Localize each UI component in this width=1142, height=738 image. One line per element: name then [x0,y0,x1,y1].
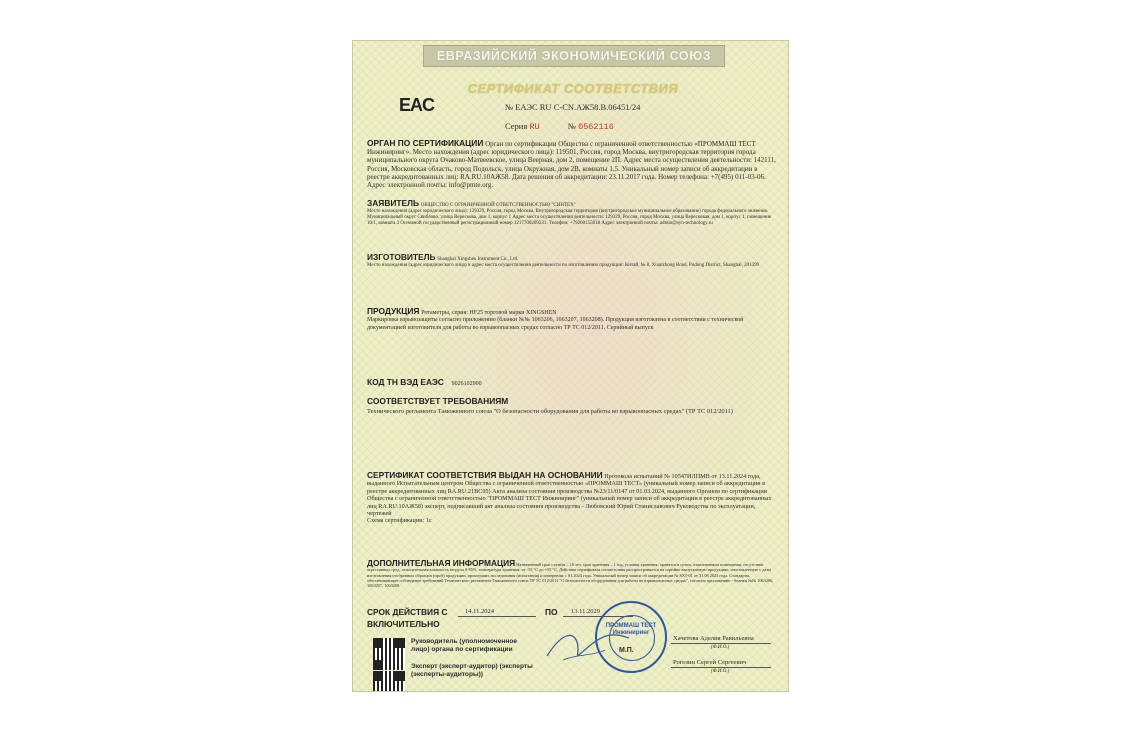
blank-prefix: № [567,121,576,131]
product-name: Ротаметры, серия: HF25 торговой марки XINGSHEN [421,310,557,316]
expert-name-line [671,667,771,668]
additional-text: Назначенный срок службы – 10 лет, срок хранения – 1 год, условия хранения: хранятся в сухом, отапливаемом помещении, отсутствие агрессивных сред, относительная влажность воздуха 0-85%, температура хранения: от -55 °С до +55 °С. Действие сертификата соответствия распространяется на серийно выпускаемую продукцию, изготовленную с даты изготовления отобранных образцов (проб) продукции, прошедших исследования (испытания) и измерения: с 01.2024 года. Уникальный номер записи об аккредитации № SX5-01 от 31.08.2023 года. Стандарты, обеспечивающие соблюдение требований Технического регламента Таможенного союза ТР ТС 012/2011 "О безопасности оборудования для работы во взрывоопасных средах", согласно приложению - бланки №№ 1063206, 1063207, 1063208. [367,562,774,589]
tnved-heading: КОД ТН ВЭД ЕАЭС [367,377,444,387]
validity-date-to: 13.11.2029 [571,608,601,615]
validity-date-from: 14.11.2024 [465,608,495,615]
requirements-section [367,396,779,416]
series-line [505,121,614,132]
certificate-number [505,102,640,112]
blank-number: 0562116 [578,122,614,132]
qr-code-icon [373,638,405,670]
manufacturer-text: Место нахождения (адрес юридического лица) и адрес места осуществления деятельности по изготовлению продукции: Китай, № 8, Xuanzhong Road, Pudong District, Shanghai, 201399 [367,263,760,268]
stamp-text: ПРОММАШ ТЕСТ Инжиниринг [605,623,657,636]
head-signatory-label: Руководитель (уполномоченное лицо) органа по сертификации [411,638,518,653]
organ-heading: ОРГАН ПО СЕРТИФИКАЦИИ [367,138,484,148]
expert-signatory-label: Эксперт (эксперт-аудитор) (эксперты (эксперты-аудиторы)) [411,663,533,678]
additional-section [367,558,779,589]
applicant-heading: ЗАЯВИТЕЛЬ [367,198,419,208]
basis-text: Протокола испытаний № 10547ИЛПМВ от 13.11.2024 года, выданного Испытательным центром Общества с ограниченной ответственностью «ПРОММАШ ТЕСТ» (уникальный номер записи об аккредитации в реестре аккредитованных лиц RA.RU.21ВС05) Акта анализа состояния производства №23/11/0147 от 01.03.2024, выданного Органом по сертификации Общества с ограниченной ответственностью "ПРОММАШ ТЕСТ Инжиниринг" (уникальный номер записи об аккредитации в реестре аккредитованных лиц RA.RU.10АЖ58) эксперт, подписавший акт анализа состояния производства - Любовский Юрий Станиславович Руководства по эксплуатации, чертежей [367,473,772,518]
validity-to-heading: ПО [545,607,558,617]
stamp-seal-icon [595,601,667,673]
applicant-text: Место нахождения (адрес юридического лица): 129329, Россия, город Москва, Внутригородская территория (внутригородское муниципальное образование) города федерального значения. Муниципальный округ Свиблово, улица Верескова, дом 1, корпус 1 Адрес места осуществления деятельности: 129329, Россия, город Москва, улица Вересковая, дом 1, корпус 1, помещение 10/1, комната 3 Основной государственный регистрационный номер 1217700209231. Телефон: +79260155018 Адрес электронной почты: admin@syn-technology.ru [367,209,772,226]
manufacturer-section [367,253,779,269]
organ-section [367,139,779,189]
manufacturer-heading: ИЗГОТОВИТЕЛЬ [367,252,436,262]
head-name-line [671,643,771,644]
basis-scheme: Схема сертификации: 1с [367,517,432,525]
applicant-section [367,199,779,227]
validity-inclusive-heading: ВКЛЮЧИТЕЛЬНО [367,619,440,629]
certificate-document [352,40,789,692]
product-section [367,307,779,332]
tnved-code: 9026102900 [451,381,482,387]
tnved-section [367,378,779,388]
additional-heading: ДОПОЛНИТЕЛЬНАЯ ИНФОРМАЦИЯ [367,558,516,568]
head-fio-hint: (Ф.И.О.) [711,645,730,650]
organ-text: Орган по сертификации Общества с ограниченной ответственностью «ПРОММАШ ТЕСТ Инжиниринг». Место нахождения (адрес юридического лица): 119501, Россия, город Москва, внутригородская территория города муниципального округа Очаково-Матвеевское, улица Веерная, дом 2, помещение 2П. Адрес места осуществления деятельности: 142111, Россия, Московская область, город Подольск, улица Окружная, дом 2В, комнаты 1,5. Уникальный номер записи об аккредитации в реестре аккредитованных лиц: RA.RU.10АЖ58. Дата решения об аккредитации: 23.11.2017 года. Номер телефона: +7(495) 011-03-06. Адрес электронной почты: info@pmte.org. [367,140,776,190]
product-heading: ПРОДУКЦИЯ [367,306,420,316]
validity-from-heading: СРОК ДЕЙСТВИЯ С [367,607,448,617]
qr-code-icon [373,671,405,692]
requirements-heading: СООТВЕТСТВУЕТ ТРЕБОВАНИЯМ [367,396,509,406]
series-label: Серия [505,121,528,131]
applicant-name: ОБЩЕСТВО С ОГРАНИЧЕННОЙ ОТВЕТСТВЕННОСТЬЮ "СИНТЕХ" [420,203,576,208]
series-value: RU [529,122,540,132]
number-value: RU C-CN.АЖ58.В.06451/24 [539,102,641,112]
requirements-text: Технического регламента Таможенного союза "О безопасности оборудования для работы во взрывоопасных средах" (ТР ТС 012/2011) [367,408,733,415]
manufacturer-name: Shanghai Xingshen Instrument Co., Ltd. [437,257,519,262]
mp-label: М.П. [619,647,634,654]
certificate-title: СЕРТИФИКАТ СООТВЕТСТВИЯ [467,81,679,96]
head-signatory-name: Хачетова Аделия Равильевна [673,635,754,642]
union-banner: ЕВРАЗИЙСКИЙ ЭКОНОМИЧЕСКИЙ СОЮЗ [423,45,725,67]
basis-section [367,472,779,525]
eac-logo-icon: EAC [399,95,435,115]
product-text: Маркировка взрывозащиты согласно приложению (бланки №№ 1063206, 1063207, 1063208). Продукция изготовлена в соответствии с технической документацией изготовителя для работы во взрывоопасных средах согласно ТР ТС 012/2011. Серийный выпуск [367,317,744,331]
expert-signatory-name: Рогозин Сергей Сергеевич [673,659,747,666]
number-prefix: № ЕАЭС [505,102,538,112]
expert-fio-hint: (Ф.И.О.) [711,669,730,674]
validity-from-line [458,616,536,617]
basis-heading: СЕРТИФИКАТ СООТВЕТСТВИЯ ВЫДАН НА ОСНОВАНИИ [367,470,603,480]
